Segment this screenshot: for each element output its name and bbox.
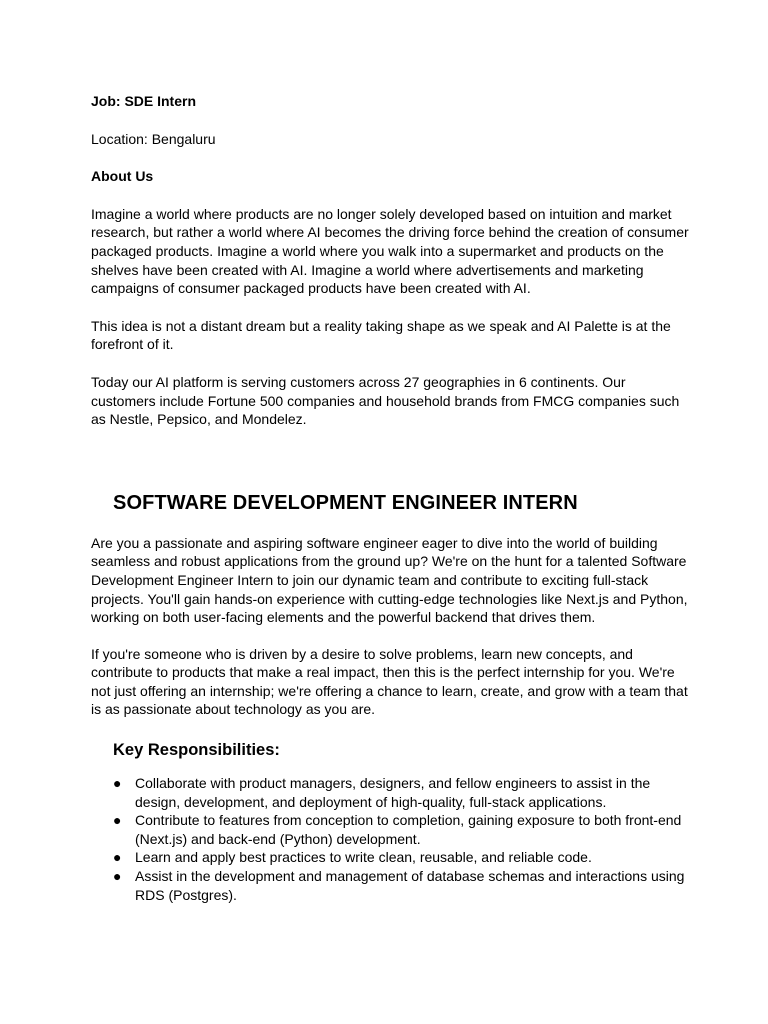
list-item: [113, 774, 691, 811]
list-item: [113, 848, 691, 867]
role-paragraph: Are you a passionate and aspiring software engineer eager to dive into the world of building seamless and robust applications from the ground up? We're on the hunt for a talented Software Development Engineer Intern to join our dynamic team and contribute to exciting full-stack projects. You'll gain hands-on experience with cutting-edge technologies like Next.js and Python, working on both user-facing elements and the powerful backend that drives them.: [91, 534, 688, 626]
bullet-icon: ●: [113, 849, 122, 866]
about-us-heading: About Us: [91, 168, 154, 185]
list-item-text: Collaborate with product managers, designers, and fellow engineers to assist in the design, development, and deployment of high-quality, full-stack applications.: [135, 775, 651, 810]
list-item-text: Contribute to features from conception to completion, gaining exposure to both front-end (Next.js) and back-end (Python) development.: [135, 812, 682, 847]
responsibilities-list: [91, 774, 691, 904]
job-title: Job: SDE Intern: [91, 93, 197, 109]
list-item-text: Assist in the development and management of database schemas and interactions using RDS (Postgres).: [135, 868, 685, 903]
role-paragraph: If you're someone who is driven by a desire to solve problems, learn new concepts, and contribute to products that make a real impact, then this is the perfect internship for you. We're not just offering an internship; we're offering a chance to learn, create, and grow with a team that is as passionate about technology as you are.: [91, 645, 688, 718]
key-responsibilities-heading: Key Responsibilities:: [113, 741, 280, 760]
bullet-icon: ●: [113, 868, 122, 885]
role-title: SOFTWARE DEVELOPMENT ENGINEER INTERN: [113, 491, 578, 514]
bullet-icon: ●: [113, 775, 122, 792]
list-item: [113, 867, 691, 904]
list-item: [113, 811, 691, 848]
document-content: [91, 92, 691, 904]
about-paragraph: Today our AI platform is serving customers across 27 geographies in 6 continents. Our customers include Fortune 500 companies and household brands from FMCG companies such as Nestle, Pepsico, and Mondelez.: [91, 373, 680, 428]
list-item-text: Learn and apply best practices to write clean, reusable, and reliable code.: [135, 849, 592, 866]
about-paragraph: Imagine a world where products are no longer solely developed based on intuition and market research, but rather a world where AI becomes the driving force behind the creation of consumer packaged products. Imagine a world where you walk into a supermarket and products on the shelves have been created with AI. Imagine a world where advertisements and marketing campaigns of consumer packaged products have been created with AI.: [91, 205, 689, 297]
about-paragraph: This idea is not a distant dream but a reality taking shape as we speak and AI Palette is at the forefront of it.: [91, 317, 671, 353]
job-location: Location: Bengaluru: [91, 130, 216, 147]
bullet-icon: ●: [113, 812, 122, 829]
